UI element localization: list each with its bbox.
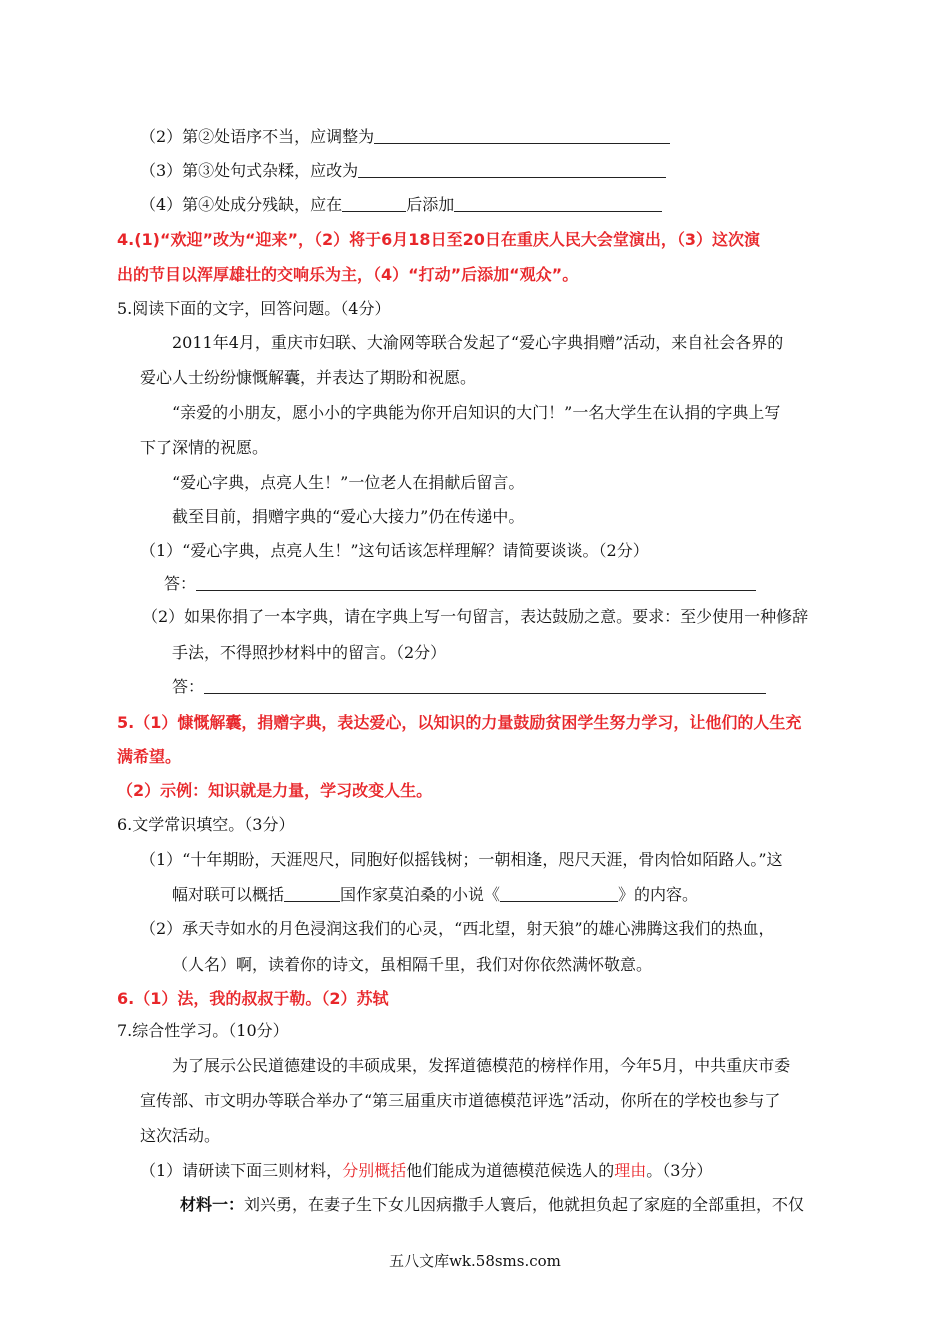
answer-blank[interactable] <box>204 677 766 694</box>
q7-title: 7.综合性学习。（10分） <box>117 1021 289 1040</box>
q7-material: 材料一：刘兴勇，在妻子生下女儿因病撒手人寰后，他就担负起了家庭的全部重担，不仅 <box>180 1195 805 1214</box>
q7-paragraph: 宣传部、市文明办等联合举办了“第三届重庆市道德模范评选”活动，你所在的学校也参与了 <box>140 1091 781 1110</box>
answer-blank[interactable] <box>342 195 406 212</box>
q5-paragraph: 2011年4月，重庆市妇联、大渝网等联合发起了“爱心字典捐赠”活动，来自社会各界的 <box>172 333 784 352</box>
answer-blank[interactable] <box>374 127 670 144</box>
q4-item3: （3）第③处句式杂糅，应改为 <box>140 160 666 182</box>
q7-paragraph: 这次活动。 <box>140 1126 221 1145</box>
q5-title: 5.阅读下面的文字，回答问题。（4分） <box>117 299 391 318</box>
q5-subquestion: （2）如果你捐了一本字典，请在字典上写一句留言，表达鼓励之意。要求：至少使用一种修辞 <box>142 607 809 626</box>
page-footer: 五八文库wk.58sms.com <box>389 1252 561 1270</box>
q4-item2: （2）第②处语序不当，应调整为 <box>140 126 670 148</box>
highlight-text: 理由 <box>614 1161 647 1180</box>
q5-answer-line: 5.（1）慷慨解囊，捐赠字典，表达爱心，以知识的力量鼓励贫困学生努力学习，让他们的人生充 <box>117 713 802 732</box>
q5-answer-line: 满希望。 <box>117 747 182 766</box>
q4-item4: （4）第④处成分残缺，应在 后添加 <box>140 194 662 216</box>
q5-subquestion: （1）“爱心字典，点亮人生！”这句话该怎样理解？请简要谈谈。（2分） <box>140 541 649 560</box>
answer-blank[interactable] <box>454 195 662 212</box>
q5-paragraph: “爱心字典，点亮人生！”一位老人在捐献后留言。 <box>172 473 525 492</box>
q5-paragraph: 下了深情的祝愿。 <box>140 438 269 457</box>
answer-blank[interactable] <box>196 574 756 591</box>
q6-title: 6.文学常识填空。（3分） <box>117 815 295 834</box>
q7-subquestion: （1）请研读下面三则材料，分别概括他们能成为道德模范候选人的理由。（3分） <box>140 1161 713 1180</box>
q6-subquestion: （1）“十年期盼，天涯咫尺，同胞好似摇钱树；一朝相逢，咫尺天涯，骨肉恰如陌路人。”这 <box>140 850 783 869</box>
q5-answer-field: 答： <box>164 573 756 595</box>
q4-answer-line: 出的节目以浑厚雄壮的交响乐为主，（4）“打动”后添加“观众”。 <box>117 265 579 284</box>
answer-blank[interactable] <box>500 885 618 902</box>
q5-answer-field: 答： <box>172 676 766 698</box>
q5-subquestion: 手法，不得照抄材料中的留言。（2分） <box>172 643 447 662</box>
q6-subquestion: （2）承天寺如水的月色浸润这我们的心灵，“西北望，射天狼”的雄心沸腾这我们的热血， <box>140 919 775 938</box>
q5-paragraph: 截至目前，捐赠字典的“爱心大接力”仍在传递中。 <box>172 507 525 526</box>
q6-subquestion: 幅对联可以概括 国作家莫泊桑的小说《 》的内容。 <box>172 885 699 904</box>
answer-blank[interactable] <box>358 161 666 178</box>
answer-blank[interactable] <box>284 885 340 902</box>
material-label: 材料一： <box>180 1195 245 1214</box>
q6-subquestion: （人名）啊，读着你的诗文，虽相隔千里，我们对你依然满怀敬意。 <box>172 955 653 974</box>
q7-paragraph: 为了展示公民道德建设的丰硕成果，发挥道德模范的榜样作用，今年5月，中共重庆市委 <box>172 1056 791 1075</box>
highlight-text: 分别概括 <box>342 1161 407 1180</box>
q5-paragraph: 爱心人士纷纷慷慨解囊，并表达了期盼和祝愿。 <box>140 368 477 387</box>
q6-answer-line: 6.（1）法，我的叔叔于勒。（2）苏轼 <box>117 989 389 1008</box>
q4-answer-line: 4.(1)“欢迎”改为“迎来”，（2）将于6月18日至20日在重庆人民大会堂演出，（3）这次演 <box>117 230 760 249</box>
q5-paragraph: “亲爱的小朋友，愿小小的字典能为你开启知识的大门！”一名大学生在认捐的字典上写 <box>172 403 781 422</box>
q5-answer-line: （2）示例：知识就是力量，学习改变人生。 <box>117 781 433 800</box>
